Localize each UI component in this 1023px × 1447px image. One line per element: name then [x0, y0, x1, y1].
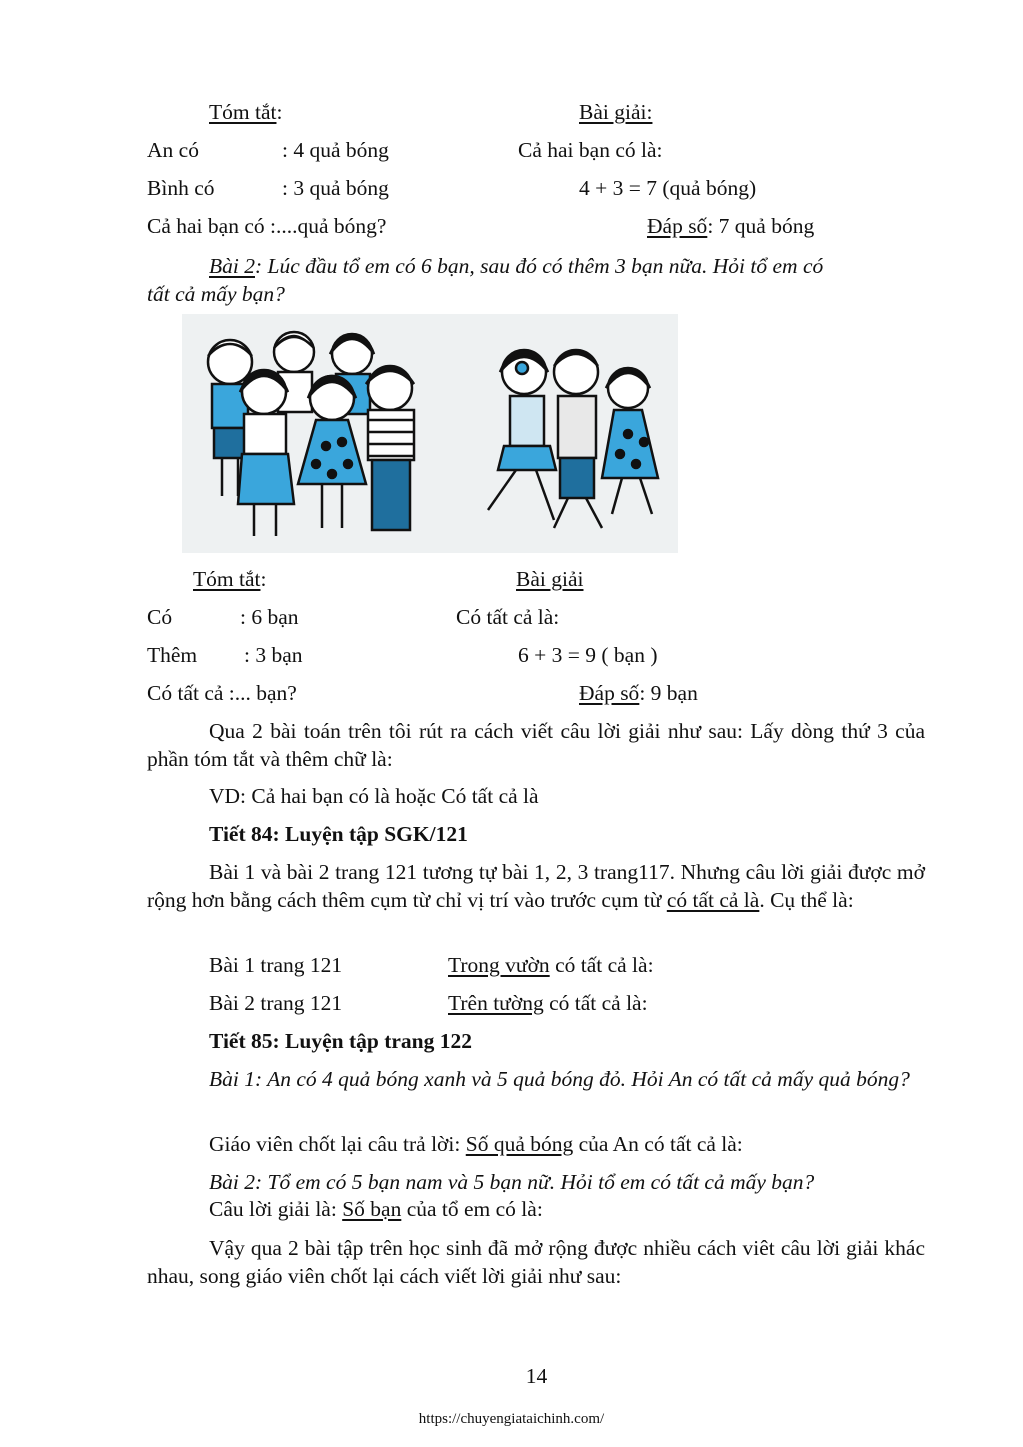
example-bai-2-answer: Trên tường có tất cả là: — [448, 991, 648, 1015]
solution-heading-1: Bài giải: — [579, 100, 653, 124]
paragraph-conclusion: Vậy qua 2 bài tập trên học sinh đã mở rộng được nhiều cách viêt câu lời giải khác nhau, song giáo viên chốt lại cách viết lời giải như sau: — [147, 1236, 925, 1288]
summary-row-value: : 4 quả bóng — [282, 138, 389, 162]
summary-row-label: Thêm — [147, 643, 198, 667]
footer-url: https://chuyengiataichinh.com/ — [418, 1411, 605, 1427]
paragraph-expansion: Bài 1 và bài 2 trang 121 tương tự bài 1, 2, 3 trang117. Nhưng câu lời giải được mở rộng hơn bằng cách thêm cụm từ chỉ vị trí vào trước cụm từ có tất cả là. Cụ thể là: — [147, 860, 925, 912]
page-number: 14 — [525, 1364, 548, 1388]
example-bai-1: Bài 1 trang 121 — [209, 953, 343, 977]
children-illustration — [182, 314, 678, 553]
summary-heading-2: Tóm tắt: — [193, 567, 267, 591]
solution-line: 6 + 3 = 9 ( bạn ) — [518, 643, 658, 667]
summary-heading-1: Tóm tắt: — [209, 100, 283, 124]
answer-phrase: Câu lời giải là: Số bạn của tổ em có là: — [209, 1197, 543, 1221]
example-line: VD: Cả hai bạn có là hoặc Có tất cả là — [209, 784, 539, 808]
solution-line: Cả hai bạn có là: — [518, 138, 663, 162]
summary-question: Có tất cả :... bạn? — [147, 681, 297, 705]
section-heading-tiet-85: Tiết 85: Luyện tập trang 122 — [209, 1029, 472, 1053]
example-bai-2: Bài 2 trang 121 — [209, 991, 343, 1015]
summary-question: Cả hai bạn có :....quả bóng? — [147, 214, 387, 238]
solution-line: Có tất cả là: — [456, 605, 560, 629]
section-heading-tiet-84: Tiết 84: Luyện tập SGK/121 — [209, 822, 468, 846]
teacher-conclusion: Giáo viên chốt lại câu trả lời: Số quả bóng của An có tất cả là: — [209, 1132, 743, 1156]
paragraph-method: Qua 2 bài toán trên tôi rút ra cách viết câu lời giải như sau: Lấy dòng thứ 3 của phần tóm tắt và thêm chữ là: — [147, 719, 925, 771]
solution-line: 4 + 3 = 7 (quả bóng) — [579, 176, 757, 200]
summary-row-value: : 3 bạn — [244, 643, 303, 667]
summary-row-label: Bình có — [147, 176, 215, 200]
problem-tiet85-bai-1: Bài 1: An có 4 quả bóng xanh và 5 quả bóng đỏ. Hỏi An có tất cả mấy quả bóng? — [209, 1067, 910, 1091]
solution-heading-2: Bài giải — [516, 567, 584, 591]
problem-bai-2: Bài 2: Lúc đầu tổ em có 6 bạn, sau đó có thêm 3 bạn nữa. Hỏi tổ em có tất cả mấy bạn? — [147, 254, 824, 306]
summary-row-value: : 3 quả bóng — [282, 176, 389, 200]
answer-line: Đáp số: 9 bạn — [579, 681, 698, 705]
problem-tiet85-bai-2: Bài 2: Tổ em có 5 bạn nam và 5 bạn nữ. Hỏi tổ em có tất cả mấy bạn? — [209, 1170, 815, 1194]
answer-line: Đáp số: 7 quả bóng — [647, 214, 815, 238]
summary-row-label: Có — [147, 605, 173, 629]
example-bai-1-answer: Trong vườn có tất cả là: — [448, 953, 654, 977]
summary-row-label: An có — [147, 138, 199, 162]
summary-row-value: : 6 bạn — [240, 605, 299, 629]
